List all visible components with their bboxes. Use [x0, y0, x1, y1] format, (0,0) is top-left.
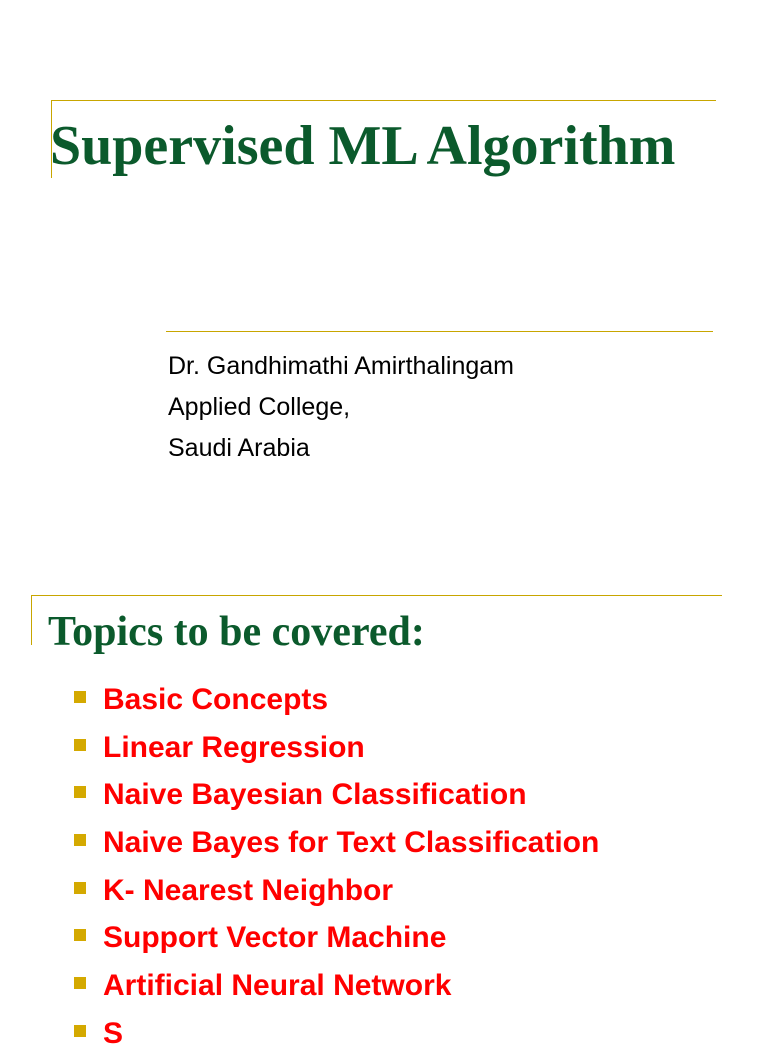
list-item: [74, 771, 599, 819]
list-item: [74, 819, 599, 867]
topics-rule-left: [31, 595, 32, 645]
list-item: [74, 676, 599, 724]
list-item: [74, 914, 599, 962]
list-item: [74, 724, 599, 772]
list-item: [74, 962, 599, 1010]
square-bullet-icon: [74, 929, 86, 941]
square-bullet-icon: [74, 739, 86, 751]
author-block: [168, 346, 514, 469]
topic-label: Naive Bayes for Text Classification: [103, 825, 600, 859]
topics-slide: [0, 580, 768, 1050]
author-affiliation: Applied College,: [168, 393, 351, 421]
topic-label: Artificial Neural Network: [103, 968, 452, 1002]
topics-rule-top: [32, 595, 722, 596]
square-bullet-icon: [74, 977, 86, 989]
square-bullet-icon: [74, 691, 86, 703]
author-name: Dr. Gandhimathi Amirthalingam: [168, 352, 514, 380]
list-item: [74, 867, 599, 915]
topic-label: Linear Regression: [103, 730, 365, 764]
list-item: [74, 1010, 599, 1058]
square-bullet-icon: [74, 786, 86, 798]
square-bullet-icon: [74, 1025, 86, 1037]
square-bullet-icon: [74, 834, 86, 846]
square-bullet-icon: [74, 882, 86, 894]
author-country: Saudi Arabia: [168, 434, 310, 462]
topic-label: Support Vector Machine: [103, 921, 447, 955]
subtitle-rule: [166, 331, 713, 332]
topics-heading: Topics to be covered:: [48, 609, 425, 655]
topic-label: Naive Bayesian Classification: [103, 778, 527, 812]
topic-label: K- Nearest Neighbor: [103, 873, 394, 907]
topic-list: [74, 676, 599, 1058]
topic-label: S: [103, 1016, 124, 1050]
slide-title: Supervised ML Algorithm: [50, 115, 676, 177]
title-rule-top: [52, 100, 716, 101]
topic-label: Basic Concepts: [103, 682, 329, 716]
